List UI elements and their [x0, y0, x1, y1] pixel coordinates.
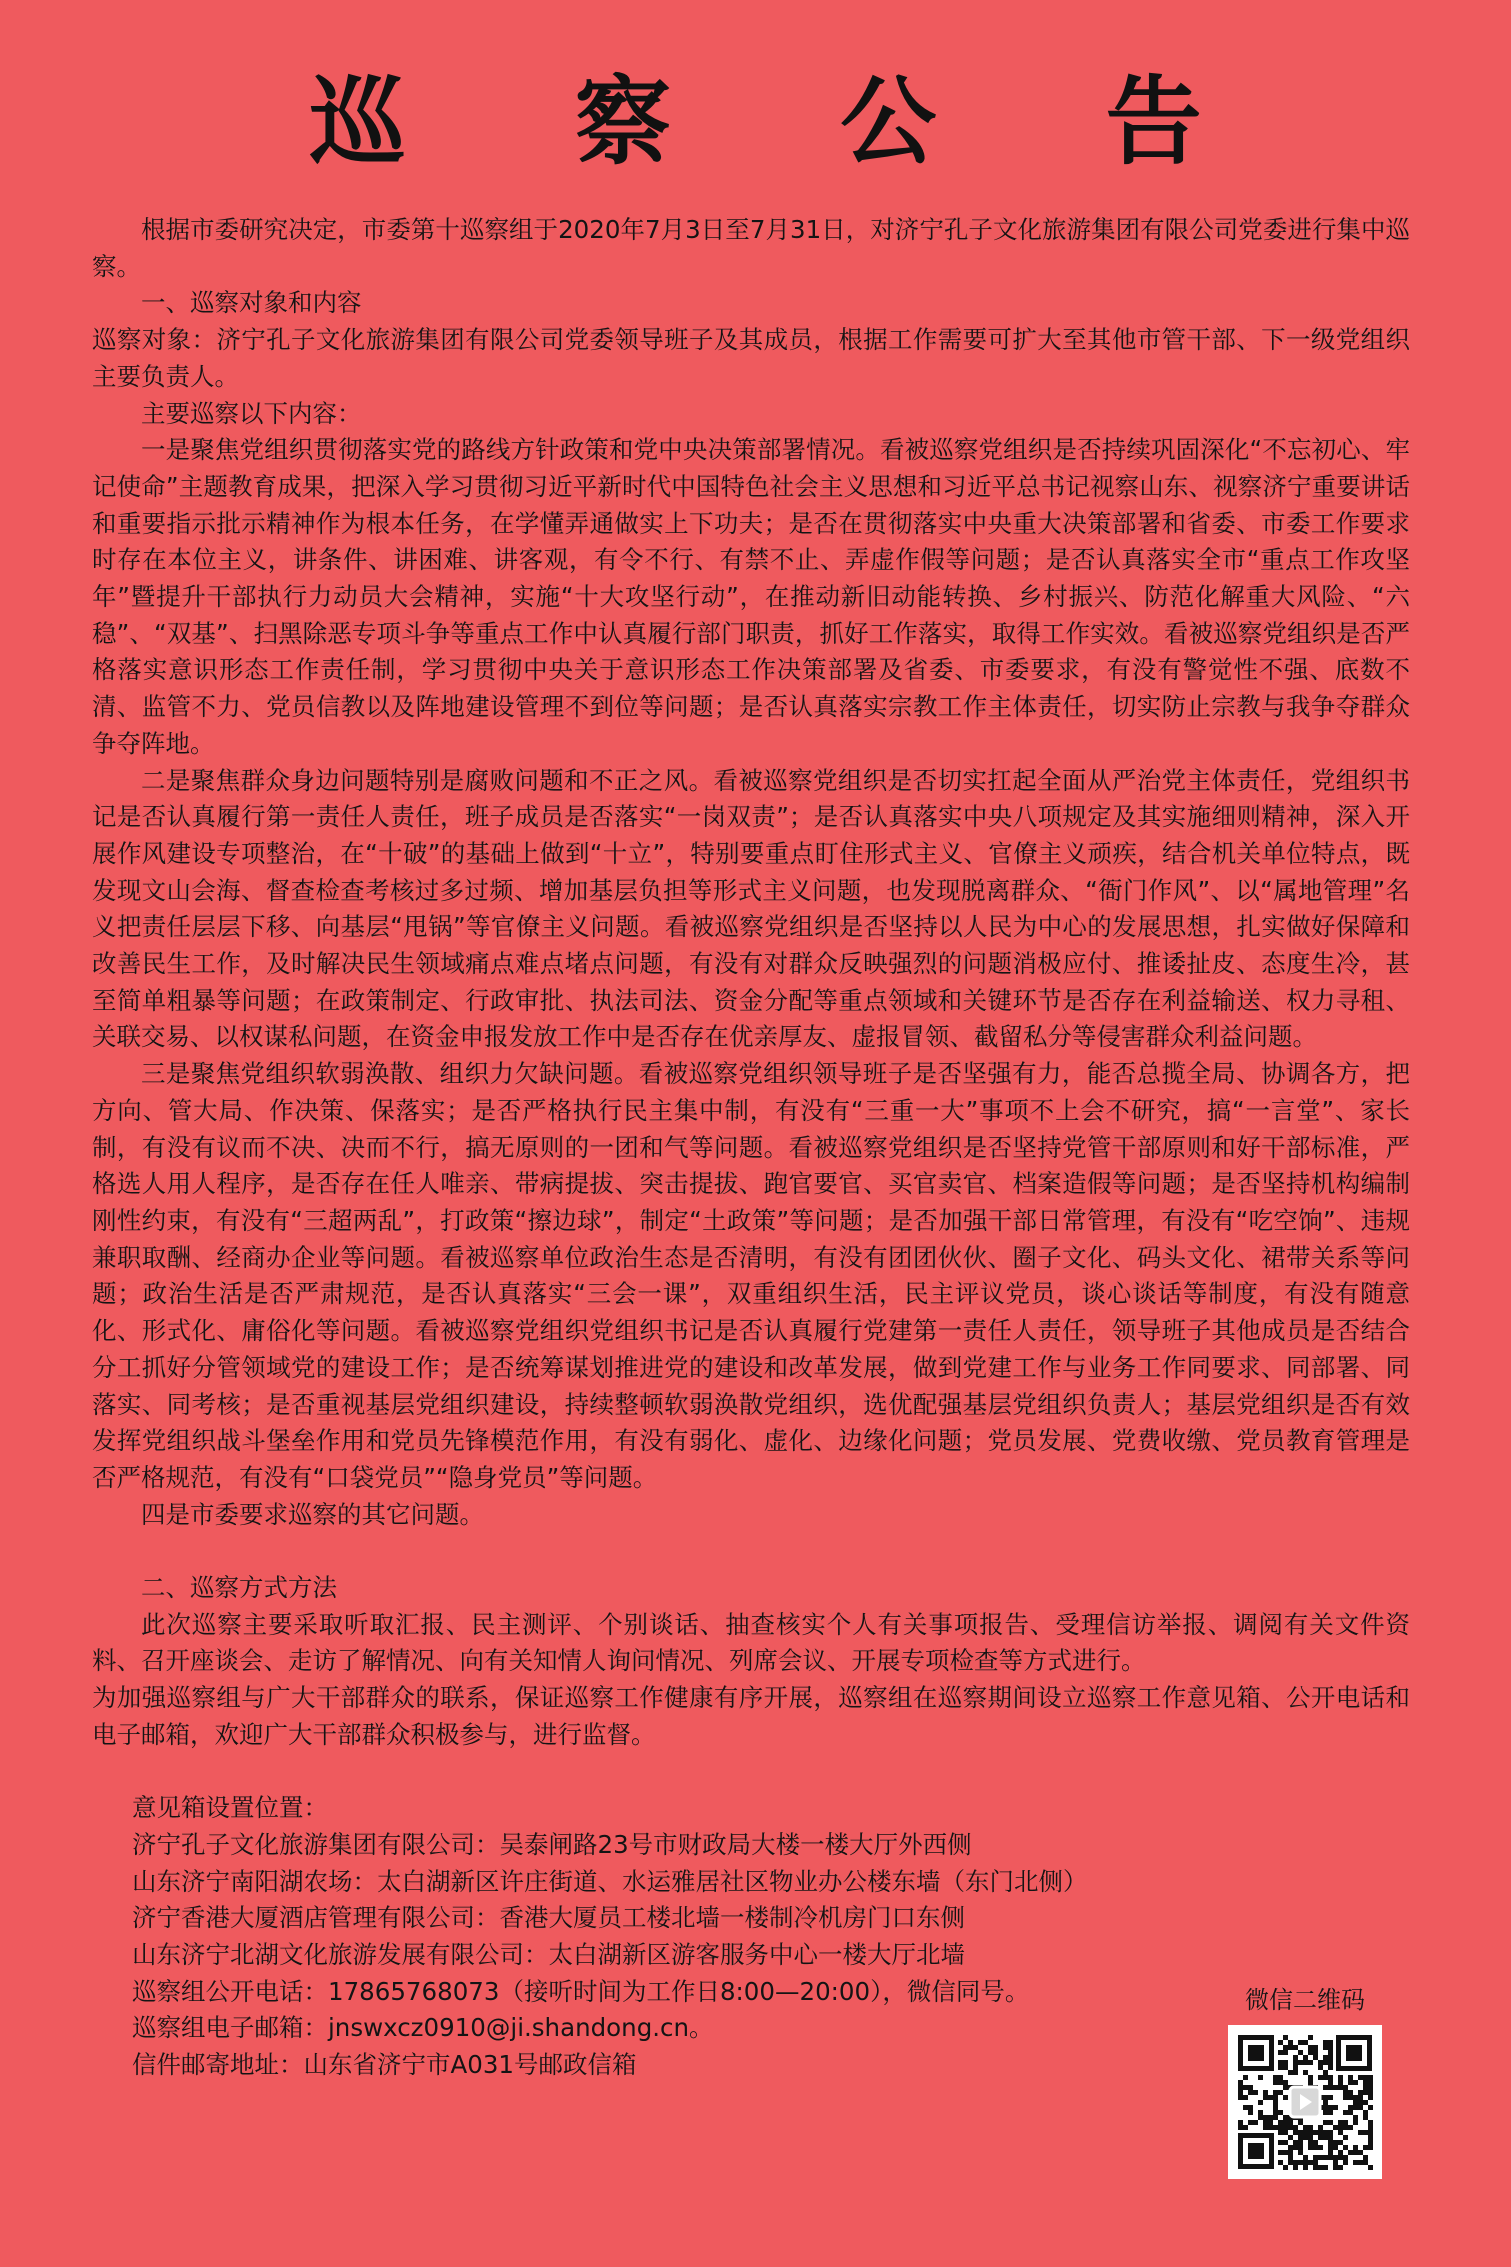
- wechat-qr-block: [1228, 1983, 1382, 2178]
- section2-heading: 二、巡察方式方法: [141, 1573, 337, 1602]
- qr-label: 微信二维码: [1245, 1986, 1365, 2014]
- mailbox-location: 济宁香港大厦酒店管理有限公司：香港大厦员工楼北墙一楼制冷机房门口东侧: [132, 1903, 965, 1933]
- main-content-lead: 主要巡察以下内容：: [141, 398, 362, 428]
- contact-intro: 为加强巡察组与广大干部群众的联系，保证巡察工作健康有序开展，巡察组在巡察期间设立巡察工作意见箱、公开电话和电子邮箱，欢迎广大干部群众积极参与，进行监督。: [92, 1683, 1410, 1749]
- methods-paragraph: 此次巡察主要采取听取汇报、民主测评、个别谈话、抽查核实个人有关事项报告、受理信访举报、调阅有关文件资料、召开座谈会、走访了解情况、向有关知情人询问情况、列席会议、开展专项检查等方式进行。: [92, 1609, 1410, 1676]
- content-item-2: 二是聚焦群众身边问题特别是腐败问题和不正之风。看被巡察党组织是否切实扛起全面从严治党主体责任，党组织书记是否认真履行第一责任人责任，班子成员是否落实“一岗双责”；是否认真落实中央八项规定及其实施细则精神，深入开展作风建设专项整治，在“十破”的基础上做到“十立”，特别要重点盯住形式主义、官僚主义顽疾，结合机关单位特点，既发现文山会海、督查检查考核过多过频、增加基层负担等形式主义问题，也发现脱离群众、“衙门作风”、以“属地管理”名义把责任层层下移、向基层“甩锅”等官僚主义问题。看被巡察党组织是否坚持以人民为中心的发展思想，扎实做好保障和改善民生工作，及时解决民生领域痛点难点堵点问题，有没有对群众反映强烈的问题消极应付、推诿扯皮、态度生冷，甚至简单粗暴等问题；在政策制定、行政审批、执法司法、资金分配等重点领域和关键环节是否存在利益输送、权力寻租、关联交易、以权谋私问题，在资金申报发放工作中是否存在优亲厚友、虚报冒领、截留私分等侵害群众利益问题。: [92, 765, 1410, 1052]
- contact-list: [132, 1790, 1410, 2084]
- spacer: [92, 1754, 1410, 1791]
- mailbox-location: 山东济宁南阳湖农场：太白湖新区许庄街道、水运雅居社区物业办公楼东墙（东门北侧）: [132, 1866, 1088, 1896]
- public-email: 巡察组电子邮箱：jnswxcz0910@ji.shandong.cn。: [132, 2013, 714, 2043]
- wechat-qr-code[interactable]: [1228, 2025, 1382, 2179]
- mailbox-location: 山东济宁北湖文化旅游发展有限公司：太白湖新区游客服务中心一楼大厅北墙: [132, 1940, 965, 1970]
- content-item-4: 四是市委要求巡察的其它问题。: [141, 1499, 484, 1529]
- public-phone: 巡察组公开电话：17865768073（接听时间为工作日8:00—20:00），微信同号。: [132, 1976, 1030, 2006]
- mailbox-heading: 意见箱设置位置：: [132, 1793, 328, 1823]
- page-title: 巡 察 公 告: [309, 66, 1270, 178]
- notice-body: [92, 212, 1410, 2084]
- spacer: [92, 1533, 1410, 1570]
- intro-paragraph: 根据市委研究决定，市委第十巡察组于2020年7月3日至7月31日，对济宁孔子文化旅游集团有限公司党委进行集中巡察。: [92, 215, 1410, 281]
- section1-heading: 一、巡察对象和内容: [141, 288, 362, 318]
- qr-code-icon: [1228, 2025, 1382, 2179]
- postal-address: 信件邮寄地址：山东省济宁市A031号邮政信箱: [132, 2050, 637, 2080]
- mailbox-location: 济宁孔子文化旅游集团有限公司：吴泰闸路23号市财政局大楼一楼大厅外西侧: [132, 1829, 972, 1859]
- content-item-3: 三是聚焦党组织软弱涣散、组织力欠缺问题。看被巡察党组织领导班子是否坚强有力，能否总揽全局、协调各方，把方向、管大局、作决策、保落实；是否严格执行民主集中制，有没有“三重一大”事项不上会不研究，搞“一言堂”、家长制，有没有议而不决、决而不行，搞无原则的一团和气等问题。看被巡察党组织是否坚持党管干部原则和好干部标准，严格选人用人程序，是否存在任人唯亲、带病提拔、突击提拔、跑官要官、买官卖官、档案造假等问题；是否坚持机构编制刚性约束，有没有“三超两乱”，打政策“擦边球”，制定“土政策”等问题；是否加强干部日常管理，有没有“吃空饷”、违规兼职取酬、经商办企业等问题。看被巡察单位政治生态是否清明，有没有团团伙伙、圈子文化、码头文化、裙带关系等问题；政治生活是否严肃规范，是否认真落实“三会一课”，双重组织生活，民主评议党员，谈心谈话等制度，有没有随意化、形式化、庸俗化等问题。看被巡察党组织党组织书记是否认真履行党建第一责任人责任，领导班子其他成员是否结合分工抓好分管领域党的建设工作；是否统筹谋划推进党的建设和改革发展，做到党建工作与业务工作同要求、同部署、同落实、同考核；是否重视基层党组织建设，持续整顿软弱涣散党组织，选优配强基层党组织负责人；基层党组织是否有效发挥党组织战斗堡垒作用和党员先锋模范作用，有没有弱化、虚化、边缘化问题；党员发展、党费收缴、党员教育管理是否严格规范，有没有“口袋党员”“隐身党员”等问题。: [92, 1059, 1410, 1492]
- inspection-target: 巡察对象：济宁孔子文化旅游集团有限公司党委领导班子及其成员，根据工作需要可扩大至其他市管干部、下一级党组织主要负责人。: [92, 325, 1410, 391]
- content-item-1: 一是聚焦党组织贯彻落实党的路线方针政策和党中央决策部署情况。看被巡察党组织是否持续巩固深化“不忘初心、牢记使命”主题教育成果，把深入学习贯彻习近平新时代中国特色社会主义思想和习近平总书记视察山东、视察济宁重要讲话和重要指示批示精神作为根本任务，在学懂弄通做实上下功夫；是否在贯彻落实中央重大决策部署和省委、市委工作要求时存在本位主义，讲条件、讲困难、讲客观，有令不行、有禁不止、弄虚作假等问题；是否认真落实全市“重点工作攻坚年”暨提升干部执行力动员大会精神，实施“十大攻坚行动”，在推动新旧动能转换、乡村振兴、防范化解重大风险、“六稳”、“双基”、扫黑除恶专项斗争等重点工作中认真履行部门职责，抓好工作落实，取得工作实效。看被巡察党组织是否严格落实意识形态工作责任制，学习贯彻中央关于意识形态工作决策部署及省委、市委要求，有没有警觉性不强、底数不清、监管不力、党员信教以及阵地建设管理不到位等问题；是否认真落实宗教工作主体责任，切实防止宗教与我争夺群众争夺阵地。: [92, 435, 1410, 758]
